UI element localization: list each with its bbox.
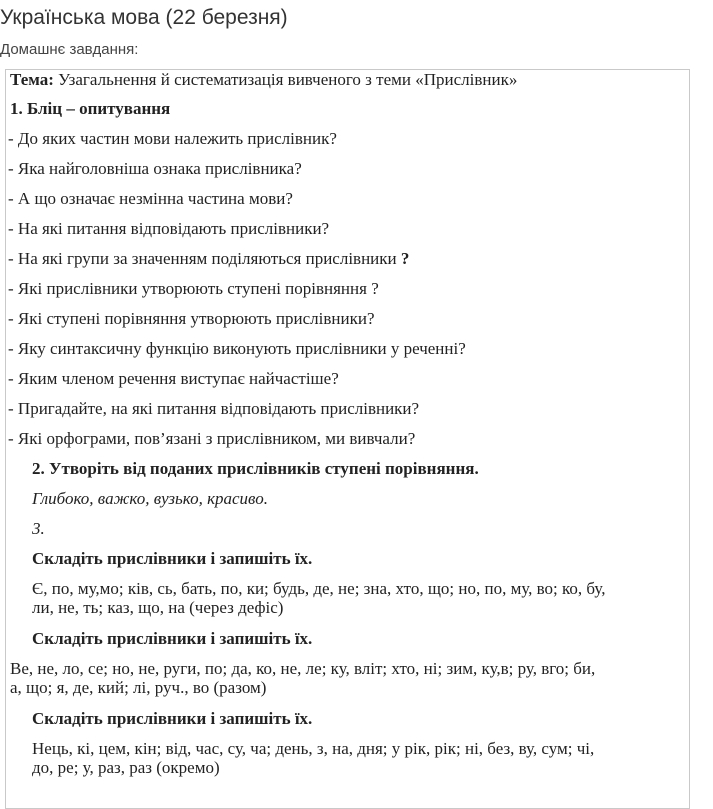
topic-text: Узагальнення й систематизація вивченого з теми «Прислівник» — [53, 70, 518, 89]
question-7: - Які ступені порівняння утворюють прислівники? — [8, 309, 375, 328]
group-2-line-1: Ве, не, ло, се; но, не, руги, по; да, ко, не, ле; ку, вліт; хто, ні; зим, ку,в; ру, вго; би, — [10, 659, 596, 678]
task-heading-3: Складіть прислівники і запишіть їх. — [32, 709, 313, 728]
question-6: - Які прислівники утворюють ступені порівняння ? — [8, 279, 379, 298]
section-3-number: 3. — [32, 519, 45, 538]
section-2-heading: 2. Утворіть від поданих прислівників ступені порівняння. — [32, 459, 479, 478]
question-10: - Пригадайте, на які питання відповідають прислівники? — [8, 399, 420, 418]
question-8: - Яку синтаксичну функцію виконують прислівники у реченні? — [8, 339, 466, 358]
group-1-line-2: ли, не, ть; каз, що, на (через дефіс) — [32, 598, 284, 617]
question-3: - А що означає незмінна частина мови? — [8, 189, 293, 208]
section-1-heading: 1. Бліц – опитування — [10, 99, 171, 118]
question-5-mark: ? — [396, 249, 410, 268]
question-5-line — [8, 249, 409, 269]
question-9: - Яким членом речення виступає найчастіше? — [8, 369, 339, 388]
task-heading-1: Складіть прислівники і запишіть їх. — [32, 549, 313, 568]
group-1-line-1: Є, по, му,мо; ків, сь, бать, по, ки; будь, де, не; зна, хто, що; но, по, му, во; ко, бу, — [32, 579, 606, 598]
question-4: - На які питання відповідають прислівники? — [8, 219, 330, 238]
question-2: - Яка найголовніша ознака прислівника? — [8, 159, 302, 178]
question-11: - Які орфограми, пов’язані з прислівником, ми вивчали? — [8, 429, 416, 448]
question-1: - До яких частин мови належить прислівник? — [8, 129, 337, 148]
group-2-line-2: а, що; я, де, кий; лі, руч., во (разом) — [10, 678, 267, 697]
group-3-line-2: до, ре; у, раз, раз (окремо) — [32, 758, 220, 777]
section-2-words: Глибоко, важко, вузько, красиво. — [32, 489, 268, 508]
group-3-line-1: Нець, кі, цем, кін; від, час, су, ча; день, з, на, дня; у рік, рік; ні, без, ву, сум; чі, — [32, 739, 595, 758]
topic-line — [10, 70, 517, 90]
topic-label: Тема: — [10, 70, 54, 89]
question-5: - На які групи за значенням поділяються прислівники — [8, 249, 397, 268]
homework-label: Домашнє завдання: — [0, 41, 139, 58]
page-title: Українська мова (22 березня) — [0, 6, 288, 29]
task-heading-2: Складіть прислівники і запишіть їх. — [32, 629, 313, 648]
